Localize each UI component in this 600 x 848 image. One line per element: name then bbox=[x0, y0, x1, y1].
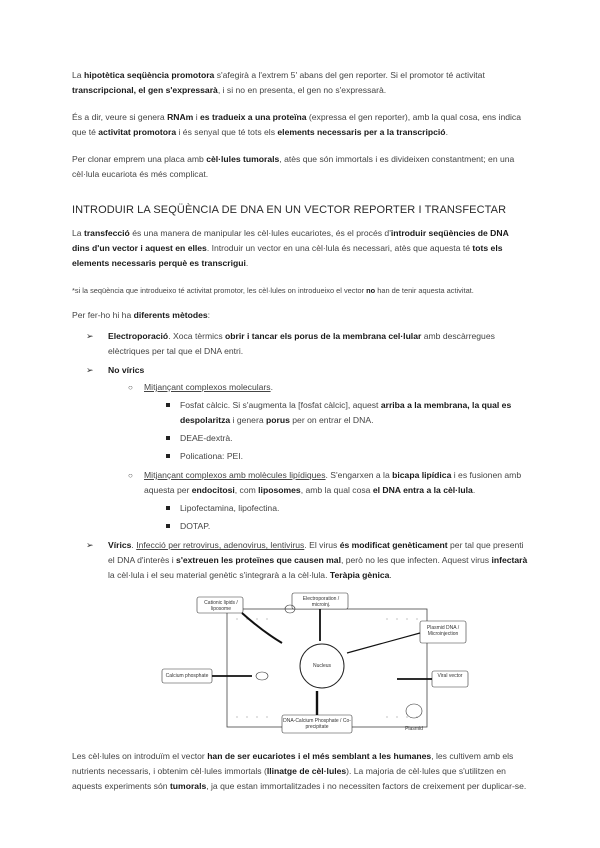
paragraph-promoter bbox=[72, 68, 528, 98]
list-item-fosfat bbox=[144, 398, 528, 428]
sub-sub-list bbox=[144, 501, 528, 534]
bold-text: diferents mètodes bbox=[133, 310, 208, 320]
label-tr: Plasmid DNA / Microinjection bbox=[426, 625, 460, 637]
text: , i si no en presenta, el gen no s'expressarà. bbox=[217, 85, 387, 95]
text: , amb la qual cosa bbox=[300, 485, 373, 495]
bold-text: han de ser eucariotes i el més semblant a les humanes bbox=[207, 751, 432, 761]
bold-text: Electroporació bbox=[108, 331, 169, 341]
text: . bbox=[445, 127, 448, 137]
bold-text: tumorals bbox=[169, 781, 207, 791]
footnote bbox=[72, 283, 528, 298]
text: Per clonar emprem una placa amb bbox=[72, 154, 207, 164]
text: , ja que estan immortalitzades i no necessiten factors de creixement per duplicar-se. bbox=[206, 781, 527, 791]
circle-bullet-icon: ○ bbox=[128, 471, 133, 480]
bold-text: proteïna bbox=[272, 112, 307, 122]
text: per on entrar el DNA. bbox=[289, 415, 374, 425]
text: La bbox=[72, 228, 84, 238]
bold-text: s'extreuen les proteïnes que causen mal bbox=[176, 555, 341, 565]
paragraph-rnam bbox=[72, 110, 528, 140]
text: (expressa el gen reporter), amb la qual cosa, ens indica que té bbox=[72, 112, 522, 137]
text: Policationa: PEI. bbox=[180, 451, 244, 461]
text: . bbox=[131, 540, 137, 550]
text: i bbox=[193, 112, 201, 122]
text: per tal que presenti el DNA d'interès i bbox=[108, 540, 524, 565]
text: És a dir, veure si genera bbox=[72, 112, 168, 122]
plasmid-right bbox=[406, 704, 422, 718]
label-plasmid: Plasmid bbox=[405, 726, 423, 732]
bold-text: hipotètica seqüència promotora bbox=[83, 70, 215, 80]
text: Fosfat càlcic. Si s'augmenta la [fosfat càlcic], aquest bbox=[180, 400, 381, 410]
sub-list bbox=[72, 380, 528, 534]
bold-text: RNAm bbox=[167, 112, 194, 122]
paragraph-cellules bbox=[72, 749, 528, 794]
square-bullet-icon bbox=[166, 436, 170, 440]
text: han de tenir aquesta activitat. bbox=[375, 286, 474, 295]
list-item-lipo bbox=[144, 501, 528, 516]
text: Lipofectamina, lipofectina. bbox=[180, 503, 280, 513]
paragraph-clonar bbox=[72, 152, 528, 182]
square-bullet-icon bbox=[166, 524, 170, 528]
bold-text: cèl·lules tumorals bbox=[206, 154, 280, 164]
bold-text: infectarà bbox=[491, 555, 528, 565]
list-item-poli bbox=[144, 449, 528, 464]
paragraph-metodes bbox=[72, 308, 528, 323]
bold-text: es tradueix a una bbox=[200, 112, 271, 122]
bold-text: No vírics bbox=[108, 365, 145, 375]
text: és una manera de manipular les cèl·lules eucariotes, és el procés d' bbox=[129, 228, 391, 238]
text: Les cèl·lules on introduïm el vector bbox=[72, 751, 208, 761]
section-heading: INTRODUIR LA SEQÜÈNCIA DE DNA EN UN VECTOR REPORTER I TRANSFECTAR bbox=[72, 204, 507, 216]
bold-text: bicapa lipídica bbox=[392, 470, 452, 480]
text: . Introduir un vector en una cèl·lula és necessari, atès que aquesta té bbox=[206, 243, 473, 253]
bold-text: introduir seqüències de DNA dins d'un vector i aquest en elles bbox=[72, 228, 509, 253]
text: . El virus bbox=[304, 540, 340, 550]
text: ). La majoria de cèl·lules que s'utilitzen en aquests experiments són bbox=[72, 766, 506, 791]
bold-text: endocitosi bbox=[191, 485, 235, 495]
text: , com bbox=[234, 485, 259, 495]
bold-text: Teràpia gènica bbox=[329, 570, 390, 580]
text: . bbox=[245, 258, 249, 268]
text: . Xoca tèrmics bbox=[168, 331, 226, 341]
underlined-text: Mitjançant complexos moleculars bbox=[144, 382, 271, 392]
square-bullet-icon bbox=[166, 506, 170, 510]
label-nucleus: Nucleus bbox=[312, 663, 332, 669]
bold-text: elements necessaris per a la transcripció bbox=[277, 127, 446, 137]
bold-text: transcripcional, el gen s'expressarà bbox=[72, 85, 218, 95]
text: . bbox=[389, 570, 392, 580]
underlined-text: Infecció per retrovirus, adenovirus, lentivirus bbox=[136, 540, 305, 550]
text: i es fusionen amb aquesta per bbox=[144, 470, 522, 495]
paragraph-transfeccio bbox=[72, 226, 528, 271]
document-page bbox=[72, 68, 528, 806]
list-item-deae bbox=[144, 431, 528, 446]
arrow-bullet-icon: ➢ bbox=[86, 540, 94, 550]
bold-text: liposomes bbox=[258, 485, 301, 495]
arrow-tr bbox=[347, 633, 420, 653]
text: , les cultivem amb els nutrients necessaris, i obtenim cèl·lules immortals ( bbox=[72, 751, 514, 776]
methods-list bbox=[72, 329, 528, 583]
bold-text: activitat promotora bbox=[98, 127, 177, 137]
text: : bbox=[207, 310, 211, 320]
bold-text: porus bbox=[266, 415, 290, 425]
text: *si la seqüència que introdueixo té activitat promotor, les cèl·lules on introdueixo el vector bbox=[72, 286, 367, 295]
list-item-virics bbox=[72, 538, 528, 583]
arrow-bullet-icon: ➢ bbox=[86, 331, 94, 341]
list-item-no-virics bbox=[72, 363, 528, 534]
text: DOTAP. bbox=[180, 521, 211, 531]
text: i genera bbox=[230, 415, 266, 425]
text: , però no les que infecten. Aquest virus bbox=[340, 555, 492, 565]
text: La bbox=[72, 70, 84, 80]
label-right: Viral vector bbox=[437, 673, 463, 679]
list-item-dotap bbox=[144, 519, 528, 534]
text: s'afegirà a l'extrem 5' abans del gen reporter. Si el promotor té activitat bbox=[214, 70, 485, 80]
bold-text: no bbox=[366, 286, 376, 295]
bold-text: el DNA entra a la cèl·lula bbox=[372, 485, 473, 495]
text: . bbox=[472, 485, 476, 495]
plasmid-left bbox=[256, 672, 268, 680]
transfection-diagram bbox=[72, 591, 528, 741]
label-bottom: DNA-Calcium Phosphate / Co-precipitate bbox=[283, 718, 351, 730]
bold-text: obrir i tancar els porus de la membrana cel·lular bbox=[225, 331, 422, 341]
square-bullet-icon bbox=[166, 403, 170, 407]
bold-text: és modificat genèticament bbox=[339, 540, 448, 550]
bold-text: Vírics bbox=[108, 540, 132, 550]
sub-sub-list bbox=[144, 398, 528, 464]
text: . S'engarxen a la bbox=[325, 470, 393, 480]
bold-text: arriba a la membrana, la qual es despolaritza bbox=[180, 400, 512, 425]
text: , atès que són immortals i es divideixen constantment; en una cèl·lula eucariota és més complicat. bbox=[72, 154, 515, 179]
bold-text: transfecció bbox=[83, 228, 130, 238]
circle-bullet-icon: ○ bbox=[128, 383, 133, 392]
text: . bbox=[270, 382, 273, 392]
list-item-lipidiques bbox=[108, 468, 528, 534]
text: amb descàrregues elèctriques per tal que el DNA entri. bbox=[108, 331, 495, 356]
arrow-tl bbox=[242, 613, 282, 643]
list-item-complexos-moleculars bbox=[108, 380, 528, 464]
text: Per fer-ho hi ha bbox=[72, 310, 134, 320]
text: i és senyal que té tots els bbox=[176, 127, 278, 137]
bold-text: tots els elements necessaris perquè es transcrigui bbox=[72, 243, 503, 268]
label-left: Calcium phosphate bbox=[165, 673, 209, 679]
arrow-bullet-icon: ➢ bbox=[86, 365, 94, 375]
label-top: Electroporation / microinj. bbox=[302, 596, 340, 608]
text: la cèl·lula i el seu material genètic s'integrarà a la cèl·lula. bbox=[108, 570, 330, 580]
underlined-text: Mitjançant complexos amb molècules lipídiques bbox=[144, 470, 326, 480]
square-bullet-icon bbox=[166, 454, 170, 458]
bold-text: llinatge de cèl·lules bbox=[266, 766, 347, 776]
label-tl: Cationic lipids / liposome bbox=[204, 600, 238, 612]
text: DEAE-dextrà. bbox=[180, 433, 233, 443]
list-item-electroporacio bbox=[72, 329, 528, 359]
